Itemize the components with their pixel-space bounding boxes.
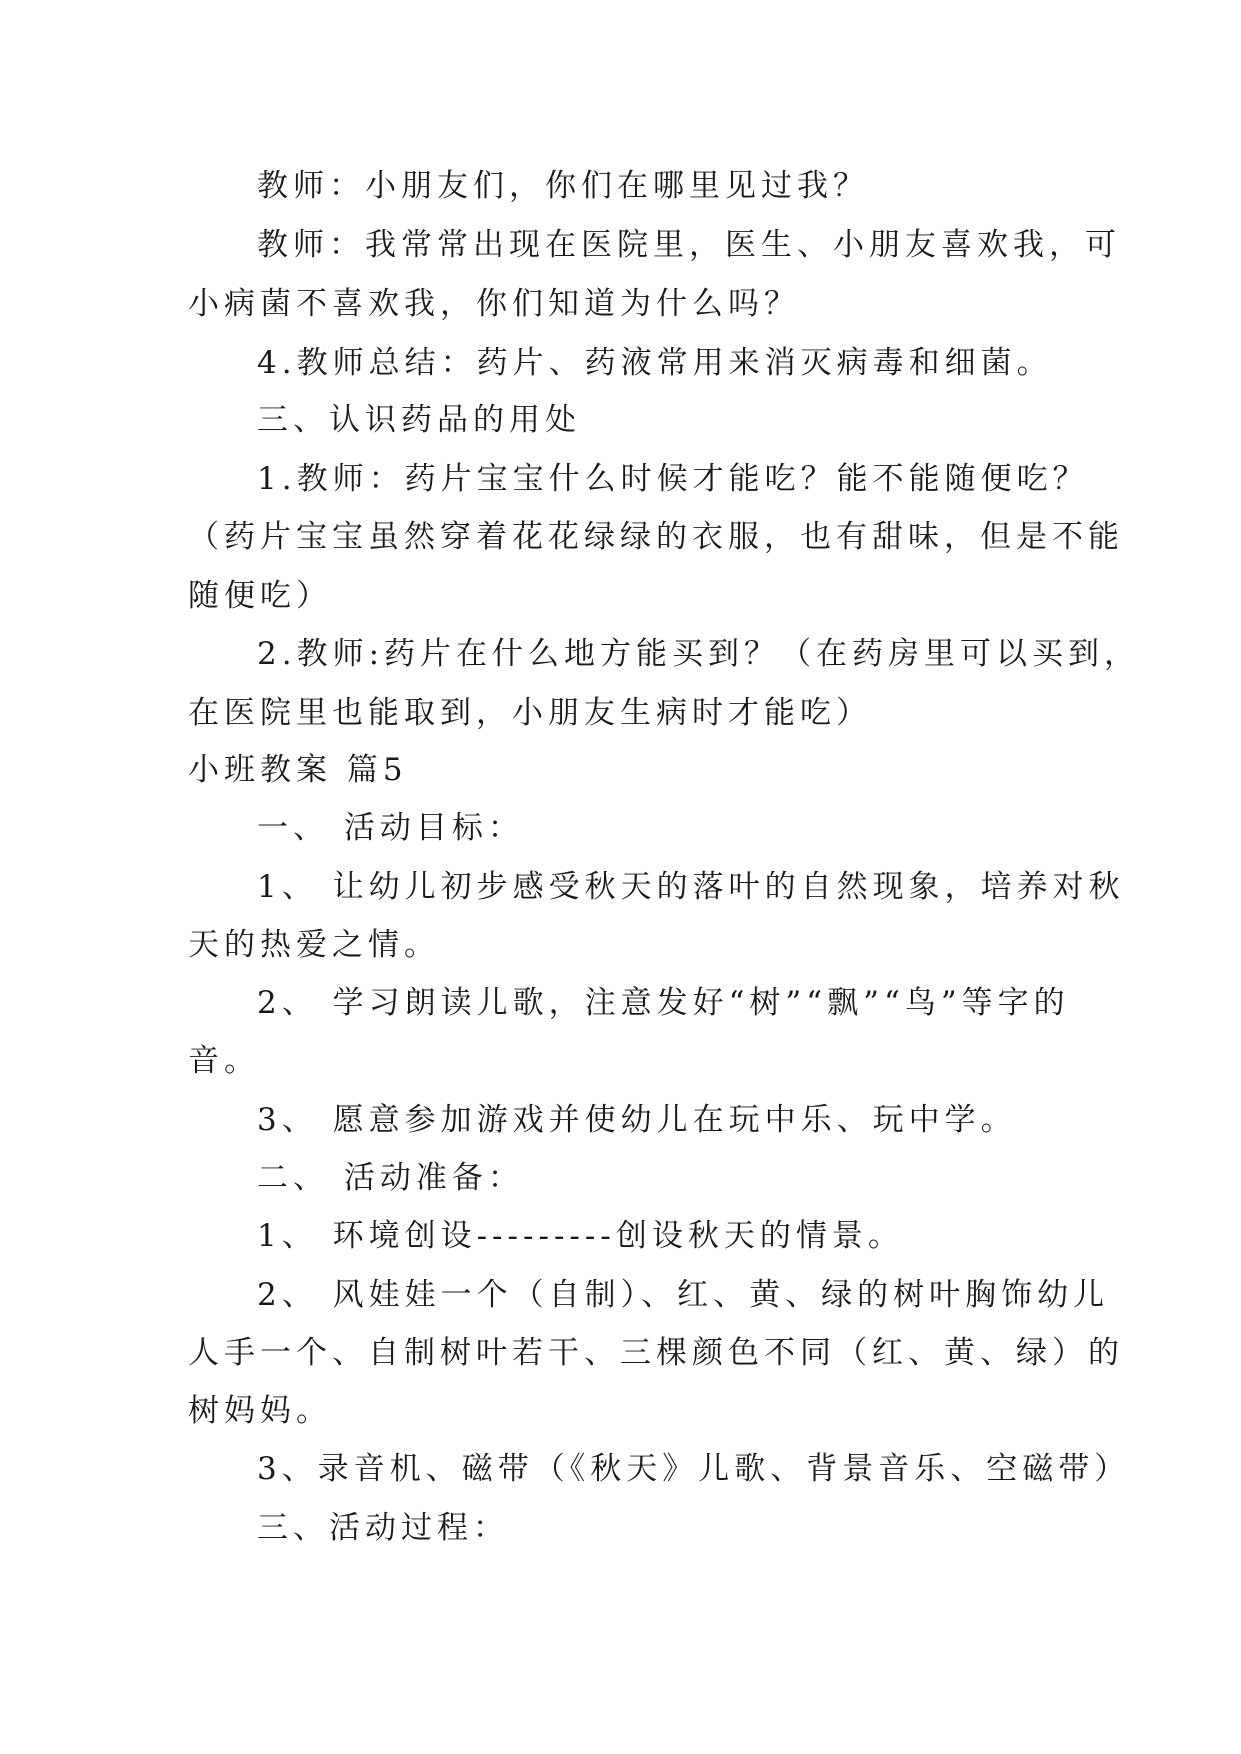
text-line: 在医院里也能取到，小朋友生病时才能吃） <box>188 695 872 731</box>
section-heading: 三、活动过程： <box>257 1510 509 1546</box>
text-line: 教师：小朋友们，你们在哪里见过我？ <box>257 168 869 204</box>
text-line: 3、录音机、磁带（《秋天》儿歌、背景音乐、空磁带） <box>257 1451 1131 1487</box>
text-line: 2.教师:药片在什么地方能买到？（在药房里可以买到， <box>257 636 1141 672</box>
section-heading: 一、 活动目标： <box>257 810 524 846</box>
text-line: 音。 <box>188 1043 260 1079</box>
text-line: 1.教师：药片宝宝什么时候才能吃？能不能随便吃？ <box>257 461 1089 497</box>
text-line: 3、 愿意参加游戏并使幼儿在玩中乐、玩中学。 <box>257 1102 1017 1138</box>
section-heading: 三、认识药品的用处 <box>257 402 581 438</box>
text-line: （药片宝宝虽然穿着花花绿绿的衣服，也有甜味，但是不能 <box>188 519 1124 555</box>
text-line: 1、 环境创设---------创设秋天的情景。 <box>257 1218 904 1254</box>
text-line: 随便吃） <box>188 578 332 614</box>
text-line: 人手一个、自制树叶若干、三棵颜色不同（红、黄、绿）的 <box>188 1335 1124 1371</box>
text-line: 1、 让幼儿初步感受秋天的落叶的自然现象，培养对秋 <box>257 869 1125 905</box>
text-line: 天的热爱之情。 <box>188 927 440 963</box>
text-line: 小病菌不喜欢我，你们知道为什么吗？ <box>188 286 800 322</box>
text-line: 4.教师总结：药片、药液常用来消灭病毒和细菌。 <box>257 345 1053 381</box>
text-line: 教师：我常常出现在医院里，医生、小朋友喜欢我，可 <box>257 227 1121 263</box>
text-line: 树妈妈。 <box>188 1393 332 1429</box>
text-line: 2、 学习朗读儿歌，注意发好“树”“飘”“鸟”等字的 <box>257 985 1070 1021</box>
section-heading: 二、 活动准备： <box>257 1160 524 1196</box>
lesson-title: 小班教案 篇5 <box>188 752 408 788</box>
text-line: 2、 风娃娃一个（自制）、红、黄、绿的树叶胸饰幼儿 <box>257 1277 1110 1313</box>
